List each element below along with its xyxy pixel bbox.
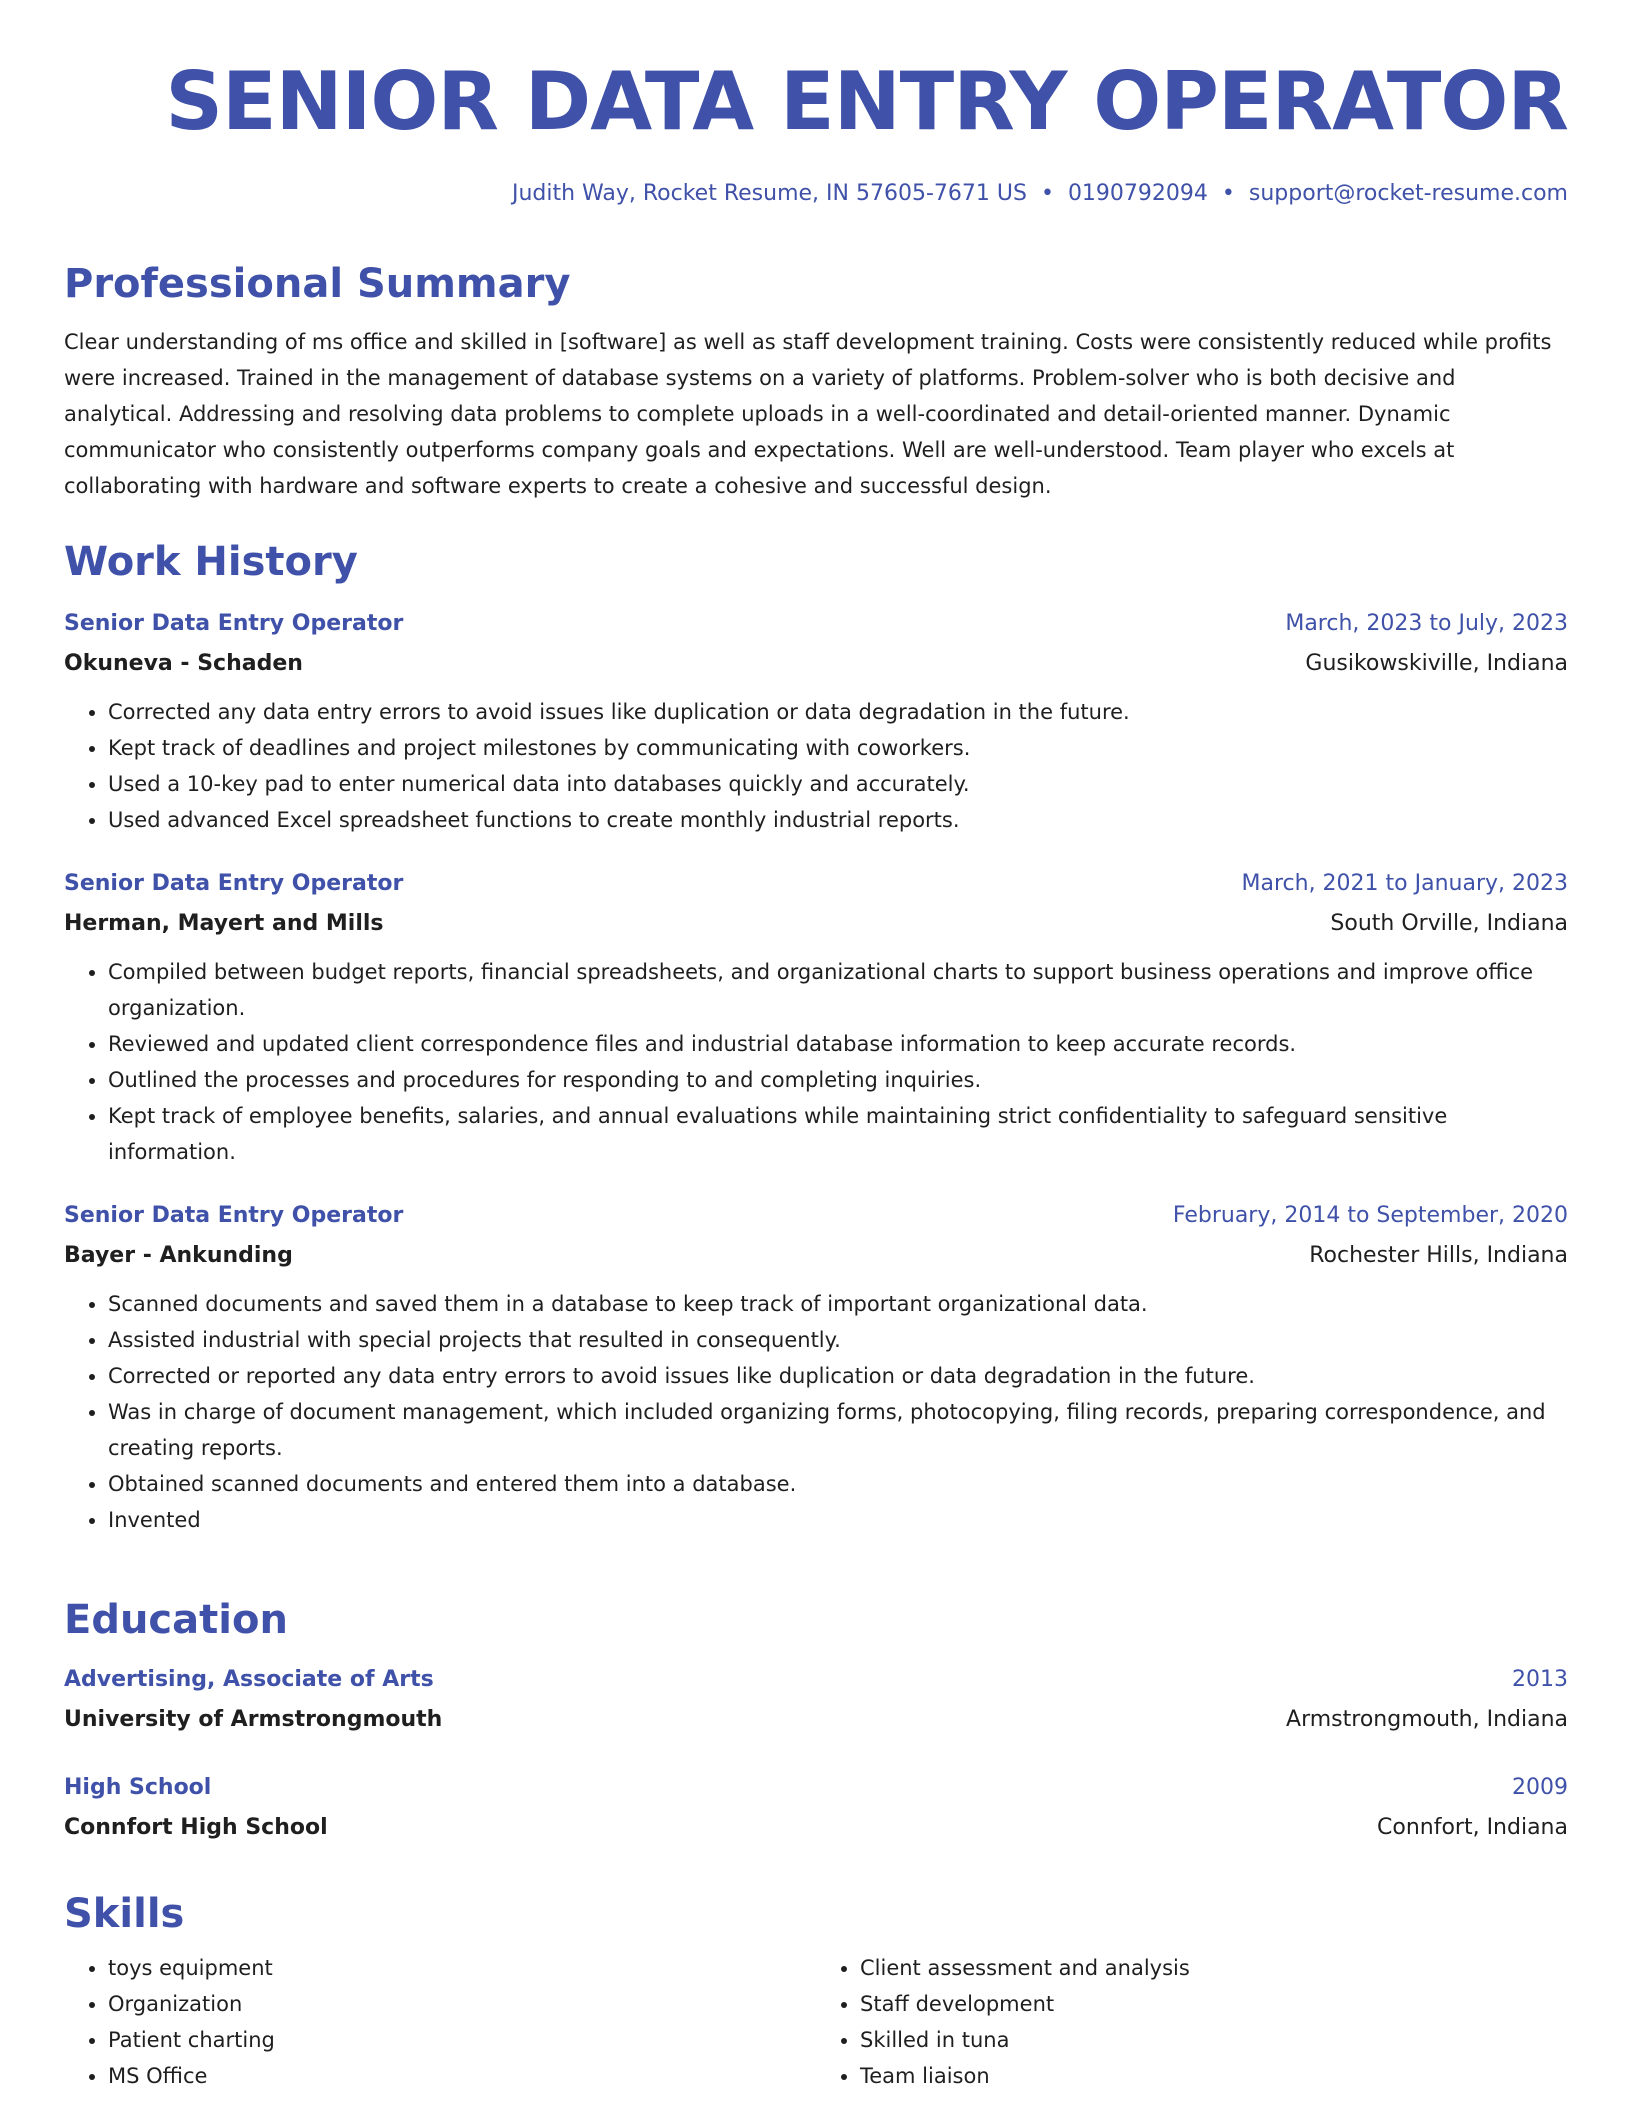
contact-separator: • <box>1040 181 1054 206</box>
job-bullets <box>64 694 1568 838</box>
job-bullet: • Scanned documents and saved them in a database to keep track of important organizational data. <box>108 1286 1568 1322</box>
job-bullet: • Kept track of deadlines and project milestones by communicating with coworkers. <box>108 730 1568 766</box>
education-entry <box>64 1768 1568 1848</box>
job-title: Senior Data Entry Operator <box>64 871 404 896</box>
job-bullet: • Corrected or reported any data entry errors to avoid issues like duplication or data degradation in the future. <box>108 1358 1568 1394</box>
skills-section <box>64 1888 1568 2094</box>
education-entry <box>64 1660 1568 1740</box>
work-section <box>64 536 1568 1538</box>
education-location: Connfort, Indiana <box>1377 1815 1568 1840</box>
job-entry <box>64 604 1568 838</box>
job-bullet: • Assisted industrial with special projects that resulted in consequently. <box>108 1322 1568 1358</box>
skills-list-right <box>816 1950 1568 2094</box>
skill-item: • Client assessment and analysis <box>860 1950 1568 1986</box>
skill-item: • Skilled in tuna <box>860 2022 1568 2058</box>
job-title: Senior Data Entry Operator <box>64 611 404 636</box>
job-bullet: • Outlined the processes and procedures for responding to and completing inquiries. <box>108 1062 1568 1098</box>
education-section <box>64 1594 1568 1848</box>
job-company: Okuneva - Schaden <box>64 651 303 676</box>
job-bullet: • Compiled between budget reports, financial spreadsheets, and organizational charts to support business operations and improve office organization. <box>108 954 1568 1026</box>
contact-phone[interactable]: 0190792094 <box>1067 181 1208 206</box>
job-bullets <box>64 954 1568 1170</box>
job-company: Bayer - Ankunding <box>64 1243 293 1268</box>
skill-item: • Team liaison <box>860 2058 1568 2094</box>
skill-item: • Organization <box>108 1986 816 2022</box>
skill-item: • MS Office <box>108 2058 816 2094</box>
skills-columns <box>64 1950 1568 2094</box>
resume-name: SENIOR DATA ENTRY OPERATOR <box>165 55 1568 148</box>
skill-item: • toys equipment <box>108 1950 816 1986</box>
job-bullet: • Reviewed and updated client correspondence files and industrial database information to keep accurate records. <box>108 1026 1568 1062</box>
job-entry <box>64 1196 1568 1538</box>
education-location: Armstrongmouth, Indiana <box>1286 1707 1568 1732</box>
education-year: 2013 <box>1512 1667 1568 1692</box>
skills-list-left <box>64 1950 816 2094</box>
contact-email[interactable]: support@rocket-resume.com <box>1248 181 1568 206</box>
job-bullet: • Used a 10-key pad to enter numerical data into databases quickly and accurately. <box>108 766 1568 802</box>
skill-item: • Staff development <box>860 1986 1568 2022</box>
job-location: Rochester Hills, Indiana <box>1309 1243 1568 1268</box>
job-location: Gusikowskiville, Indiana <box>1305 651 1568 676</box>
contact-address: Judith Way, Rocket Resume, IN 57605-7671 US <box>511 181 1027 206</box>
skill-item: • Patient charting <box>108 2022 816 2058</box>
job-bullet: • Corrected any data entry errors to avoid issues like duplication or data degradation in the future. <box>108 694 1568 730</box>
section-title-skills: Skills <box>64 1891 185 1937</box>
contact-line <box>512 178 1568 210</box>
job-bullet: • Was in charge of document management, which included organizing forms, photocopying, filing records, preparing correspondence, and creating reports. <box>108 1394 1568 1466</box>
job-title: Senior Data Entry Operator <box>64 1203 404 1228</box>
education-degree: High School <box>64 1775 212 1800</box>
section-title-summary: Professional Summary <box>64 261 571 307</box>
job-bullet: • Obtained scanned documents and entered them into a database. <box>108 1466 1568 1502</box>
education-year: 2009 <box>1512 1775 1568 1800</box>
contact-separator: • <box>1221 181 1235 206</box>
education-school: Connfort High School <box>64 1815 328 1840</box>
summary-section <box>64 258 1568 504</box>
job-location: South Orville, Indiana <box>1330 911 1568 936</box>
job-dates: February, 2014 to September, 2020 <box>1172 1203 1568 1228</box>
job-entry <box>64 864 1568 1170</box>
job-bullets <box>64 1286 1568 1538</box>
job-company: Herman, Mayert and Mills <box>64 911 384 936</box>
job-bullet: • Used advanced Excel spreadsheet functions to create monthly industrial reports. <box>108 802 1568 838</box>
education-degree: Advertising, Associate of Arts <box>64 1667 434 1692</box>
job-dates: March, 2023 to July, 2023 <box>1285 611 1568 636</box>
section-title-education: Education <box>64 1597 288 1643</box>
section-title-work: Work History <box>64 539 358 585</box>
job-dates: March, 2021 to January, 2023 <box>1241 871 1568 896</box>
summary-text: Clear understanding of ms office and skilled in [software] as well as staff development training. Costs were consistently reduced while profits were increased. Trained in the management of database systems on a variety of platforms. Problem-solver who is both decisive and analytical. Addressing and resolving data problems to complete uploads in a well-coordinated and detail-oriented manner. Dynamic communicator who consistently outperforms company goals and expectations. Well are well-understood. Team player who excels at collaborating with hardware and software experts to create a cohesive and successful design. <box>64 330 1552 498</box>
job-bullet: • Invented <box>108 1502 1568 1538</box>
job-bullet: • Kept track of employee benefits, salaries, and annual evaluations while maintaining strict confidentiality to safeguard sensitive information. <box>108 1098 1568 1170</box>
education-school: University of Armstrongmouth <box>64 1707 443 1732</box>
